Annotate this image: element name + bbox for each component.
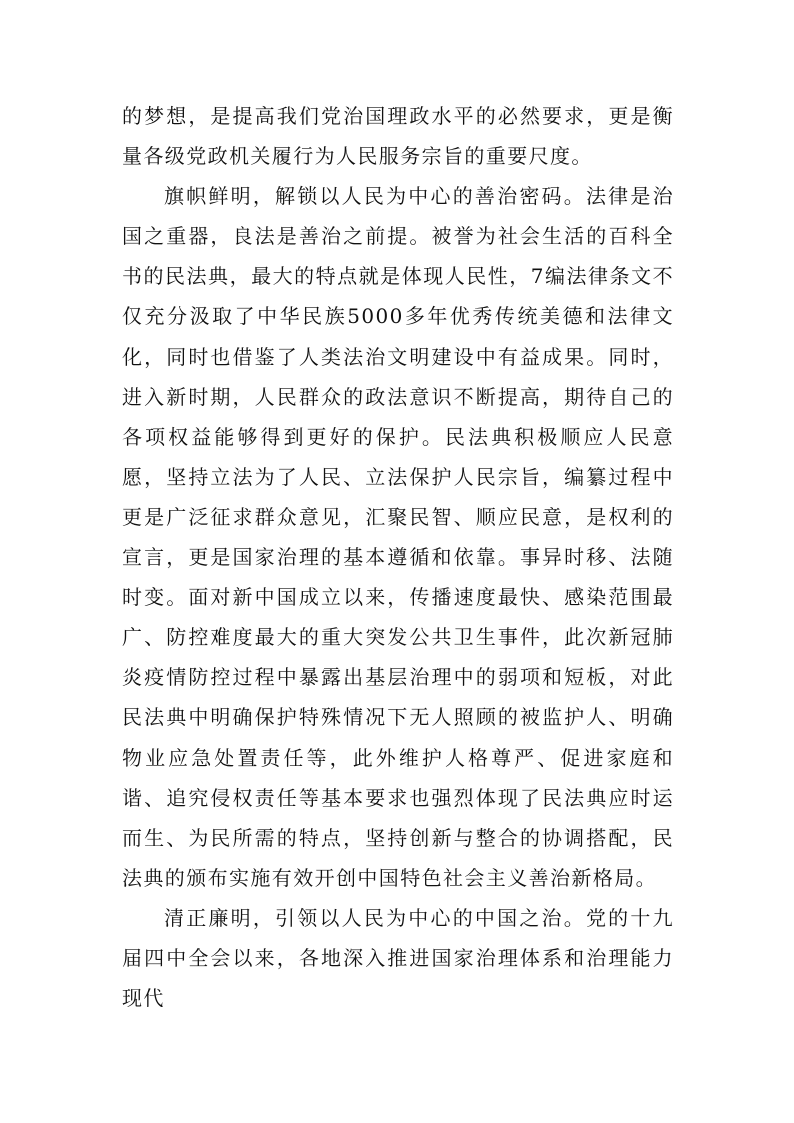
paragraph-continuation: 的梦想，是提高我们党治国理政水平的必然要求，更是衡量各级党政机关履行为人民服务宗旨的重要尺度。 bbox=[122, 104, 674, 169]
body-text bbox=[122, 96, 674, 1018]
paragraph-clean-governance: 清正廉明，引领以人民为中心的中国之治。党的十九届四中全会以来，各地深入推进国家治理体系和治理能力现代 bbox=[122, 905, 674, 1011]
paragraph-civil-code-governance: 旗帜鲜明，解锁以人民为中心的善治密码。法律是治国之重器，良法是善治之前提。被誉为社会生活的百科全书的民法典，最大的特点就是体现人民性，7编法律条文不仅充分汲取了中华民族5000多年优秀传统美德和法律文化，同时也借鉴了人类法治文明建设中有益成果。同时，进入新时期，人民群众的政法意识不断提高，期待自己的各项权益能够得到更好的保护。民法典积极顺应人民意愿，坚持立法为了人民、立法保护人民宗旨，编纂过程中更是广泛征求群众意见，汇聚民智、顺应民意，是权利的宣言，更是国家治理的基本遵循和依靠。事异时移、法随时变。面对新中国成立以来，传播速度最快、感染范围最广、防控难度最大的重大突发公共卫生事件，此次新冠肺炎疫情防控过程中暴露出基层治理中的弱项和短板，对此民法典中明确保护特殊情况下无人照顾的被监护人、明确物业应急处置责任等，此外维护人格尊严、促进家庭和谐、追究侵权责任等基本要求也强烈体现了民法典应时运而生、为民所需的特点，坚持创新与整合的协调搭配，民法典的颁布实施有效开创中国特色社会主义善治新格局。 bbox=[122, 184, 674, 890]
